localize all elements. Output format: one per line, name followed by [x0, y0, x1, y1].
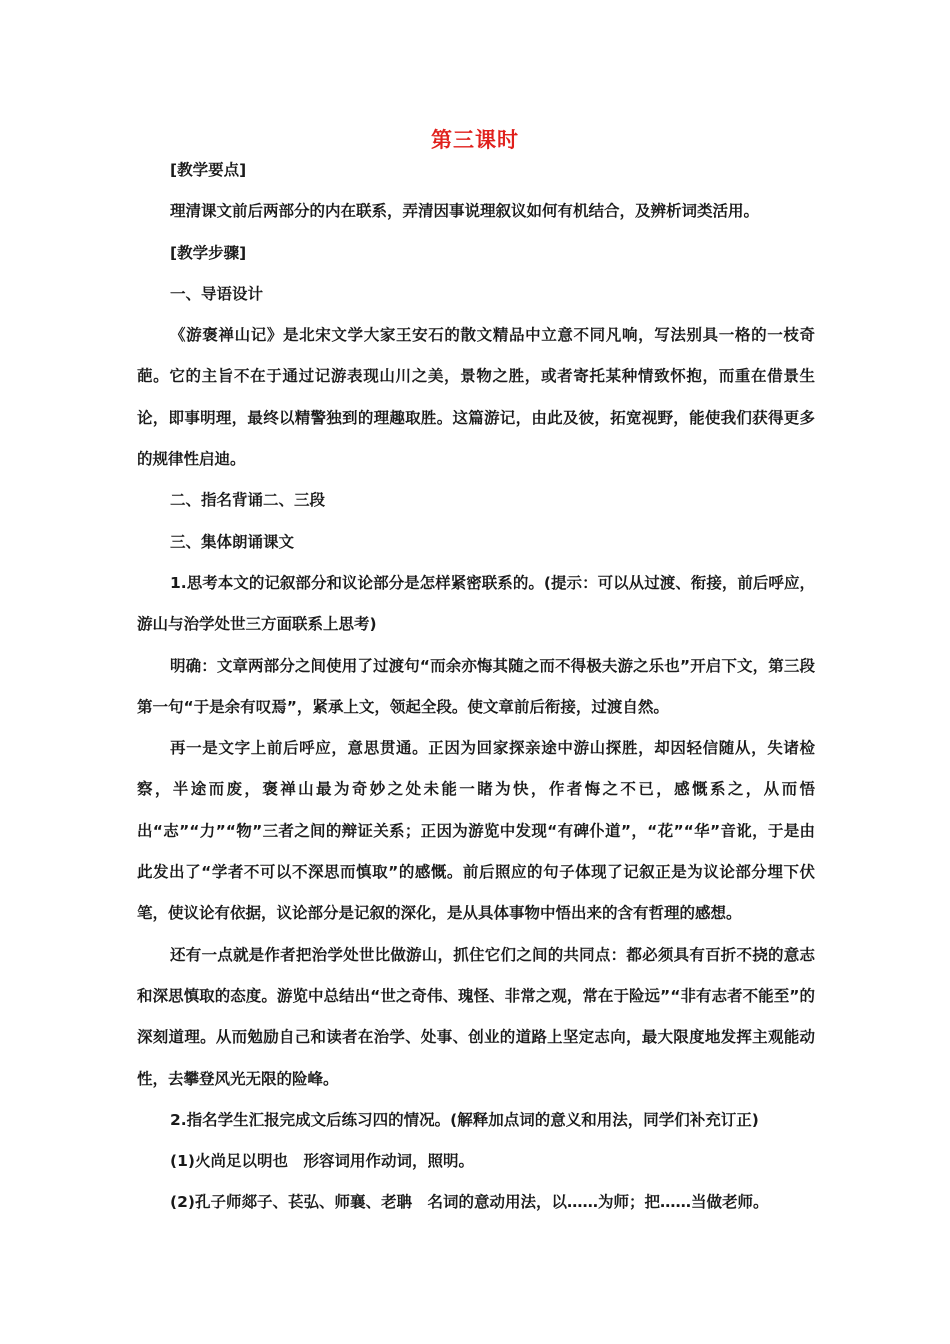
section-heading-steps: [教学步骤]: [170, 243, 247, 262]
answer-item-2: (2)孔子师郯子、苌弘、师襄、老聃 名词的意动用法，以……为师；把……当做老师。: [170, 1193, 769, 1212]
document-body: [137, 150, 815, 1224]
document-title: 第三课时: [431, 128, 519, 152]
step-heading-intro: 一、导语设计: [170, 284, 264, 303]
paragraph-answer-echo: 再一是文字上前后呼应，意思贯通。正因为回家探亲途中游山探胜，却因轻信随从，失诸检察，半途而废，褒禅山最为奇妙之处未能一睹为快，作者悔之不已，感慨系之，从而悟出“志”“力”“物”三者之间的辩证关系；正因为游览中发现“有碑仆道”，“花”“华”音讹，于是由此发出了“学者不可以不深思而慎取”的感慨。前后照应的句子体现了记叙正是为议论部分埋下伏笔，使议论有依据，议论部分是记叙的深化，是从具体事物中悟出来的含有哲理的感想。: [137, 739, 815, 923]
paragraph-intro: 《游褒禅山记》是北宋文学大家王安石的散文精品中立意不同凡响，写法别具一格的一枝奇葩。它的主旨不在于通过记游表现山川之美，景物之胜，或者寄托某种情致怀抱，而重在借景生论，即事明理，最终以精警独到的理趣取胜。这篇游记，由此及彼，拓宽视野，能使我们获得更多的规律性启迪。: [137, 326, 815, 469]
paragraph-answer-transition: 明确：文章两部分之间使用了过渡句“而余亦悔其随之而不得极夫游之乐也”开启下文，第三段第一句“于是余有叹焉”，紧承上文，领起全段。使文章前后衔接，过渡自然。: [137, 656, 815, 716]
question-1: 1.思考本文的记叙部分和议论部分是怎样紧密联系的。(提示：可以从过渡、衔接，前后呼应，游山与治学处世三方面联系上思考): [137, 573, 815, 634]
section-heading-key-points: [教学要点]: [170, 161, 247, 179]
step-heading-recite: 二、指名背诵二、三段: [170, 491, 326, 510]
answer-item-1: (1)火尚足以明也 形容词用作动词，照明。: [170, 1152, 474, 1171]
paragraph-answer-analogy: 还有一点就是作者把治学处世比做游山，抓住它们之间的共同点：都必须具有百折不挠的意志和深思慎取的态度。游览中总结出“世之奇伟、瑰怪、非常之观，常在于险远”“非有志者不能至”的深刻道理。从而勉励自己和读者在治学、处事、创业的道路上坚定志向，最大限度地发挥主观能动性，去攀登风光无限的险峰。: [137, 945, 815, 1088]
question-2: 2.指名学生汇报完成文后练习四的情况。(解释加点词的意义和用法，同学们补充订正): [170, 1110, 759, 1129]
paragraph-key-points: 理清课文前后两部分的内在联系，弄清因事说理叙议如何有机结合，及辨析词类活用。: [170, 202, 760, 221]
step-heading-read-aloud: 三、集体朗诵课文: [170, 532, 295, 551]
